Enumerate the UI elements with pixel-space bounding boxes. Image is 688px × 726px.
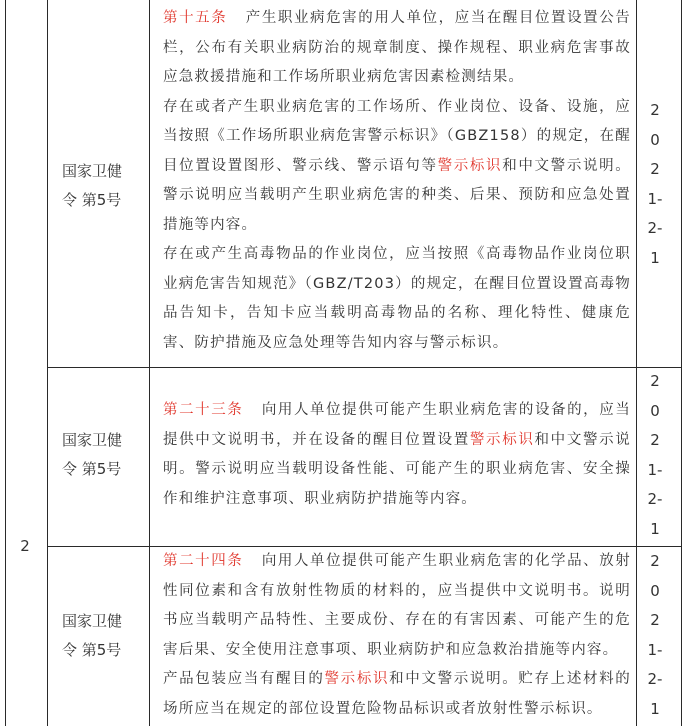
source-line: 令 第5号 bbox=[62, 191, 122, 209]
source-line: 令 第5号 bbox=[62, 641, 122, 659]
paragraph-text: 和中文警示说明。警示说明应当载明设备性能、可能产生的职业病危害、安全操作和维护注意事项、职业病防护措施等内容。 bbox=[163, 431, 631, 507]
article-number: 第二十三条 bbox=[163, 402, 244, 418]
source-line: 国家卫健 bbox=[62, 431, 123, 449]
paragraph-text: 向用人单位提供可能产生职业病危害的化学品、放射性同位素和含有放射性物质的材料的，应当提供中文说明书。说明书应当载明产品特性、主要成份、存在的有害因素、可能产生的危害后果、安全使用注意事项、职业病防护和应急救治措施等内容。 bbox=[163, 553, 631, 658]
date-cell bbox=[641, 367, 669, 544]
table-border-right bbox=[681, 0, 682, 726]
date-char: 1- bbox=[647, 640, 663, 659]
date-char: 2 bbox=[650, 372, 660, 390]
date-char: 2 bbox=[650, 101, 660, 119]
date-char: 1- bbox=[647, 189, 663, 208]
keyword-highlight: 警示标识 bbox=[437, 157, 503, 174]
paragraph-text: 产生职业病危害的用人单位，应当在醒目位置设置公告栏，公布有关职业病防治的规章制度、操作规程、职业病危害事故应急救援措施和工作场所职业病危害因素检测结果。 bbox=[163, 10, 631, 85]
content-cell bbox=[163, 4, 631, 358]
date-cell bbox=[641, 547, 669, 724]
paragraph bbox=[163, 4, 631, 93]
date-char: 1 bbox=[650, 699, 660, 718]
article-number: 第二十四条 bbox=[163, 553, 244, 569]
date-char: 2- bbox=[647, 490, 663, 508]
paragraph bbox=[163, 240, 631, 358]
date-char: 1 bbox=[650, 519, 660, 538]
paragraph-text: 存在或者产生职业病危害的工作场所、作业岗位、设备、设施，应当按照《工作场所职业病危害警示标识》（GBZ158）的规定，在醒目位置设置图形、警示线、警示语句等 bbox=[163, 98, 631, 174]
column-divider bbox=[47, 0, 48, 726]
source-line: 令 第5号 bbox=[62, 460, 122, 478]
date-char: 2 bbox=[650, 552, 660, 570]
keyword-highlight: 警示标识 bbox=[469, 431, 535, 448]
keyword-highlight: 警示标识 bbox=[324, 671, 390, 687]
paragraph-text: 产品包装应当有醒目的 bbox=[163, 671, 325, 687]
date-char: 1 bbox=[650, 248, 660, 267]
paragraph bbox=[163, 93, 631, 241]
source-line: 国家卫健 bbox=[62, 162, 123, 180]
date-char: 0 bbox=[650, 581, 660, 600]
source-cell bbox=[62, 157, 142, 215]
source-cell bbox=[62, 607, 142, 665]
source-cell bbox=[62, 426, 142, 484]
date-char: 2 bbox=[650, 611, 660, 629]
content-cell bbox=[163, 547, 631, 724]
date-cell bbox=[641, 96, 669, 273]
column-divider bbox=[149, 0, 150, 726]
source-line: 国家卫健 bbox=[62, 612, 123, 630]
table-border-left bbox=[5, 0, 6, 726]
date-char: 0 bbox=[650, 401, 660, 420]
column-divider bbox=[636, 0, 637, 726]
date-char: 1- bbox=[647, 460, 663, 479]
row-divider bbox=[47, 367, 682, 368]
date-char: 0 bbox=[650, 130, 660, 149]
date-char: 2- bbox=[647, 670, 663, 688]
paragraph bbox=[163, 396, 631, 514]
paragraph bbox=[163, 547, 631, 665]
paragraph-text: 存在或产生高毒物品的作业岗位，应当按照《高毒物品作业岗位职业病危害告知规范》（GBZ/T203）的规定，在醒目位置设置高毒物品告知卡，告知卡应当载明高毒物品的名称、理化特性、健康危害、防护措施及应急处理等告知内容与警示标识。 bbox=[163, 246, 631, 351]
paragraph bbox=[163, 665, 631, 724]
article-number: 第十五条 bbox=[163, 10, 228, 26]
paragraph-text: 和中文警示说明。警示说明应当载明产生职业病危害的种类、后果、预防和应急处置措施等内容。 bbox=[163, 157, 631, 233]
content-cell bbox=[163, 396, 631, 514]
date-char: 2 bbox=[650, 160, 660, 178]
paragraph-text: 和中文警示说明。贮存上述材料的场所应当在规定的部位设置危险物品标识或者放射性警示标识。 bbox=[163, 671, 631, 717]
date-char: 2 bbox=[650, 431, 660, 449]
date-char: 2- bbox=[647, 219, 663, 237]
paragraph-text: 向用人单位提供可能产生职业病危害的设备的，应当提供中文说明书，并在设备的醒目位置设置 bbox=[163, 402, 631, 448]
row-number: 2 bbox=[20, 537, 30, 555]
